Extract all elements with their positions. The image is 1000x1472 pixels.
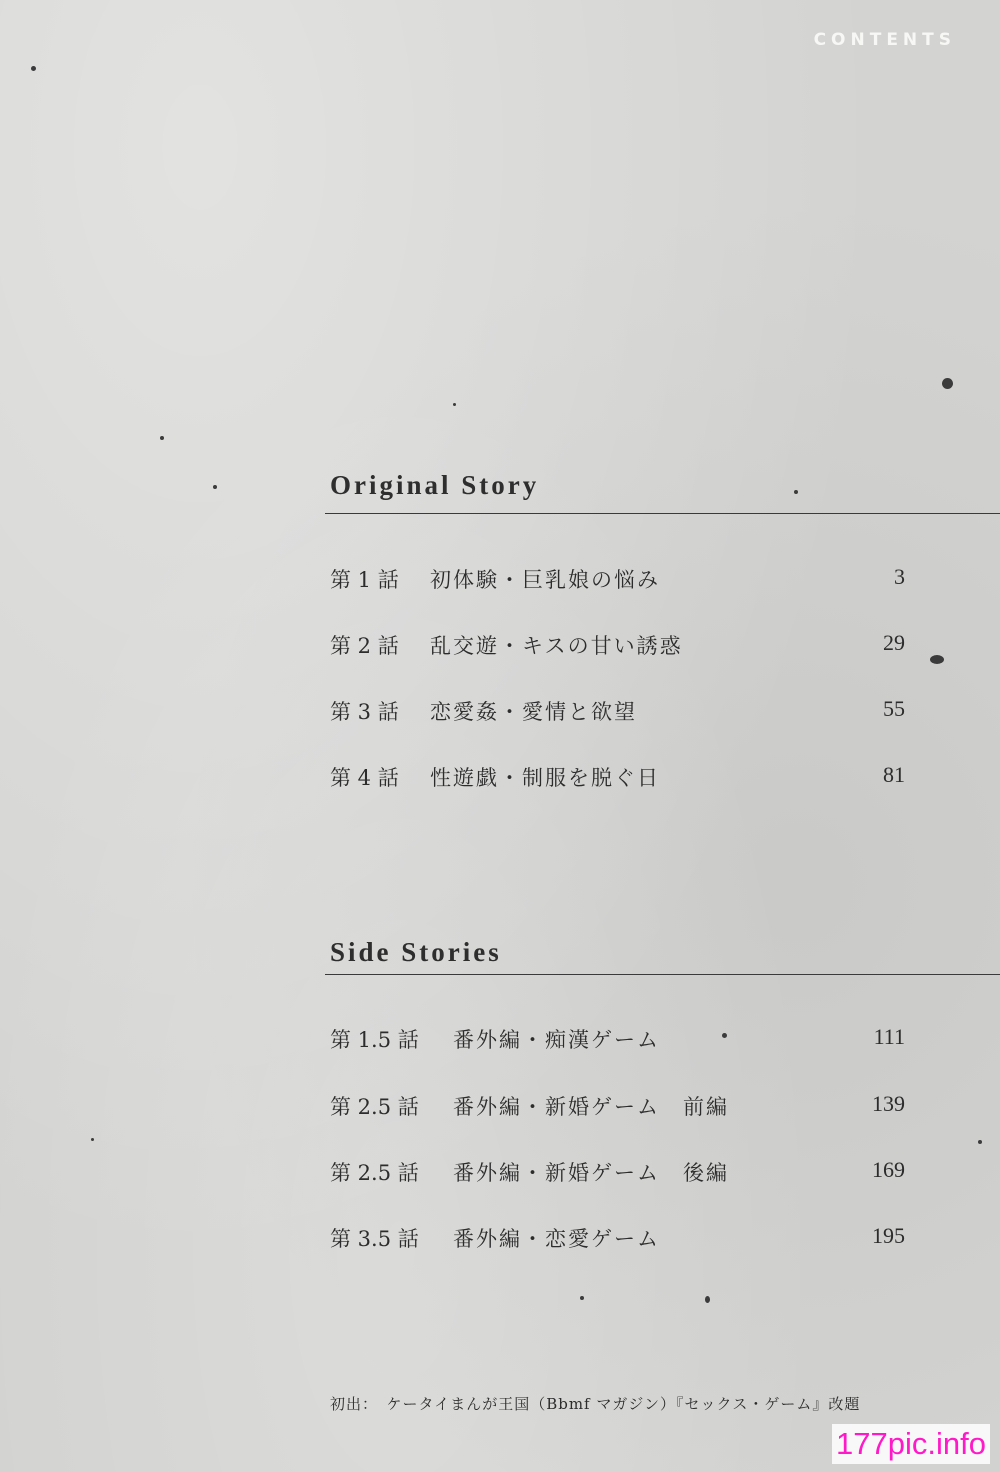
paper-speck <box>722 1033 727 1038</box>
paper-speck <box>453 403 456 406</box>
episode-number: 第 2 話 <box>330 634 399 658</box>
episode-title: 恋愛姦・愛情と欲望 <box>430 700 637 724</box>
toc-entry <box>330 1157 905 1189</box>
episode-title: 番外編・痴漢ゲーム <box>453 1028 660 1052</box>
paper-speck <box>705 1296 710 1303</box>
page-number: 29 <box>883 630 905 655</box>
page-number: 81 <box>883 762 905 787</box>
paper-speck <box>794 490 798 494</box>
page-number: 55 <box>883 696 905 721</box>
episode-number: 第 2.5 話 <box>330 1095 419 1119</box>
episode-title: 番外編・新婚ゲーム 前編 <box>453 1095 729 1119</box>
paper-speck <box>942 378 953 389</box>
episode-title: 乱交遊・キスの甘い誘惑 <box>430 634 683 658</box>
toc-entry <box>330 1091 905 1123</box>
page-number: 195 <box>872 1223 905 1248</box>
paper-speck <box>930 655 944 664</box>
episode-number: 第 2.5 話 <box>330 1161 419 1185</box>
episode-number: 第 3.5 話 <box>330 1227 419 1251</box>
page-number: 169 <box>872 1157 905 1182</box>
watermark-link[interactable]: 177pic.info <box>832 1424 990 1464</box>
episode-number: 第 1 話 <box>330 568 399 592</box>
episode-title: 番外編・新婚ゲーム 後編 <box>453 1161 729 1185</box>
paper-speck <box>31 66 36 71</box>
episode-number: 第 4 話 <box>330 766 399 790</box>
toc-entry <box>330 1223 905 1255</box>
toc-entry <box>330 762 905 794</box>
toc-entry <box>330 564 905 596</box>
section-heading-side-stories: Side Stories <box>330 937 502 967</box>
paper-speck <box>160 436 164 440</box>
page-number: 139 <box>872 1091 905 1116</box>
toc-entry <box>330 630 905 662</box>
episode-number: 第 3 話 <box>330 700 399 724</box>
paper-speck <box>213 485 217 489</box>
paper-speck <box>91 1138 94 1141</box>
page-number: 3 <box>894 564 905 589</box>
page-number: 111 <box>873 1024 905 1049</box>
episode-title: 初体験・巨乳娘の悩み <box>430 568 660 592</box>
first-publication-note: 初出： ケータイまんが王国（Bbmf マガジン）『セックス・ゲーム』改題 <box>330 1395 861 1413</box>
episode-title: 番外編・恋愛ゲーム <box>453 1227 660 1251</box>
paper-speck <box>978 1140 982 1144</box>
paper-speck <box>580 1296 584 1300</box>
toc-entry <box>330 696 905 728</box>
corner-contents-label: CONTENTS <box>813 30 956 50</box>
section-heading-original-story: Original Story <box>330 470 540 500</box>
episode-title: 性遊戯・制服を脱ぐ日 <box>430 766 660 790</box>
section-rule <box>325 974 1000 975</box>
section-rule <box>325 513 1000 514</box>
episode-number: 第 1.5 話 <box>330 1028 419 1052</box>
toc-entry <box>330 1024 905 1056</box>
